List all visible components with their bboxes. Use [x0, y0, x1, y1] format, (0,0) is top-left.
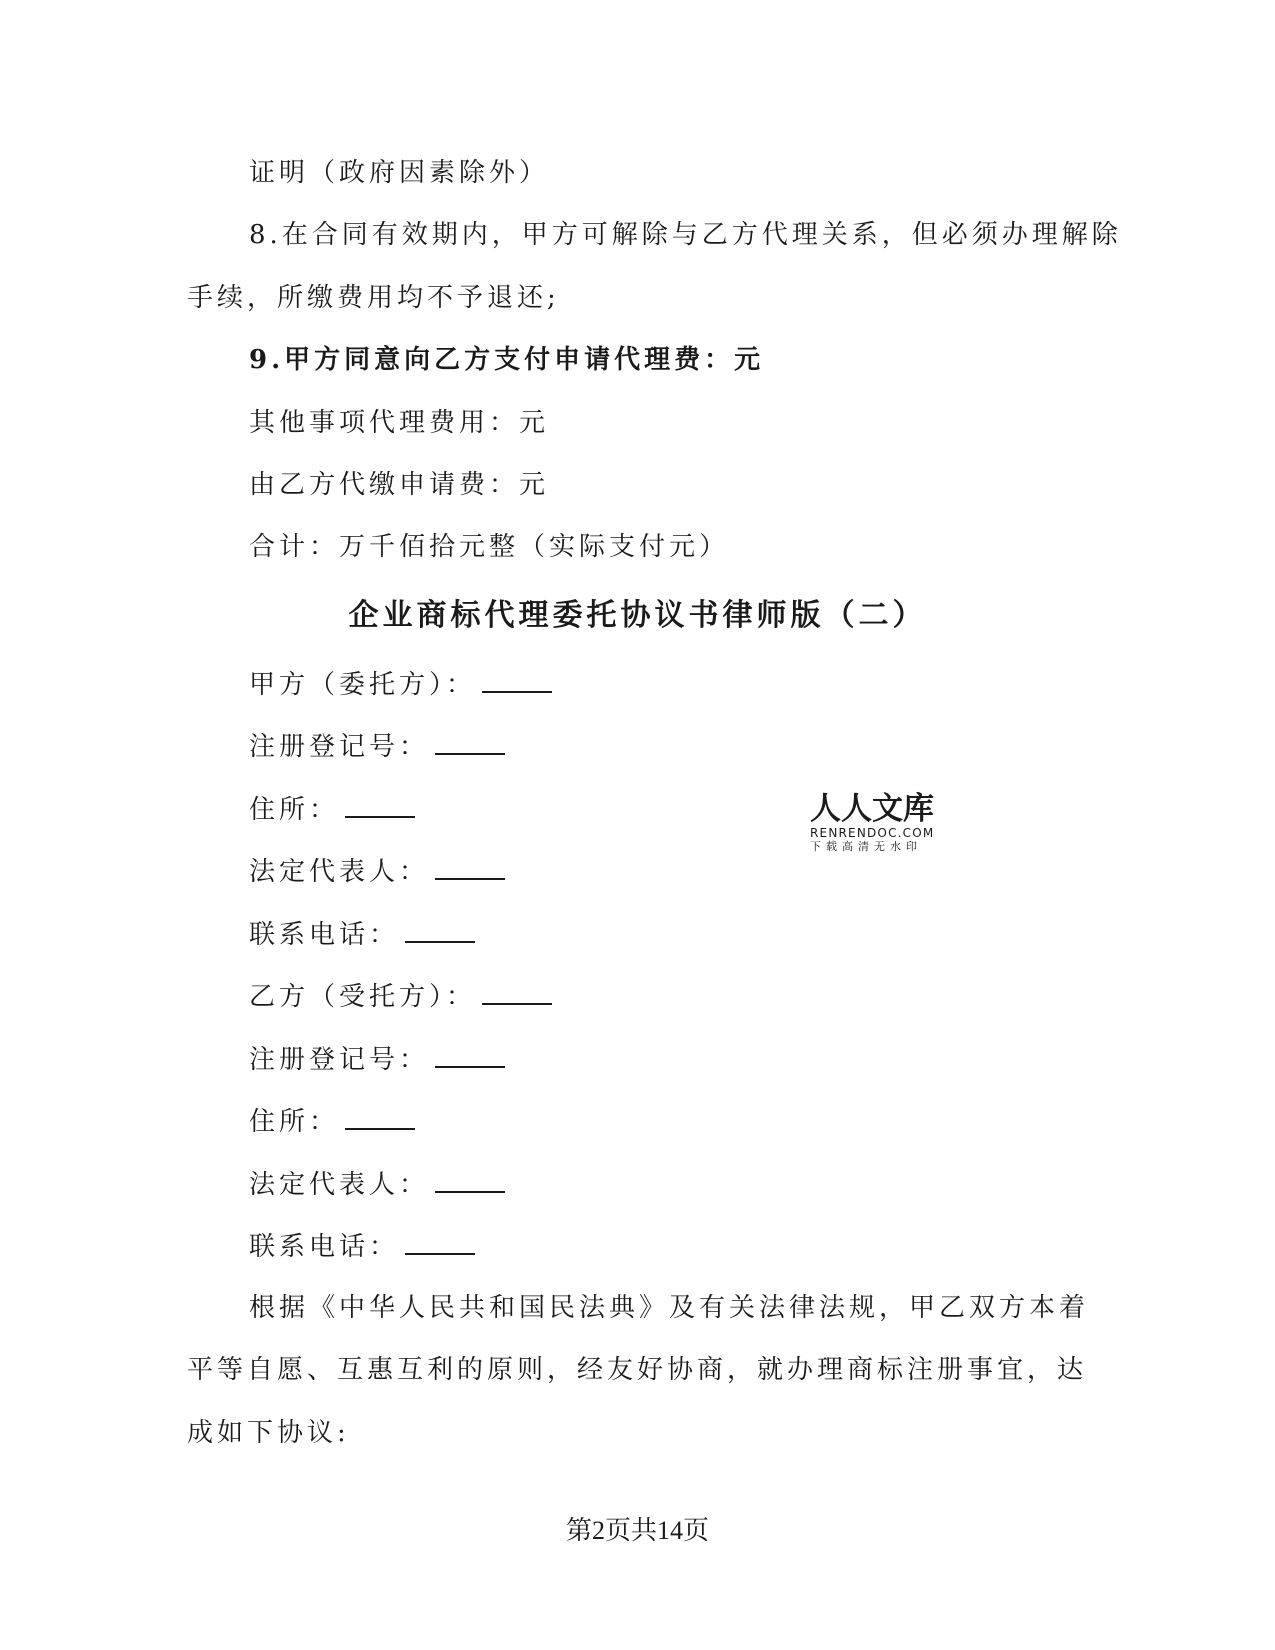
preamble-line-3: 成如下协议: — [187, 1418, 350, 1448]
party-b-address-label: 住所： — [249, 1107, 340, 1137]
page-indicator: 第2页共14页 — [565, 1516, 709, 1545]
party-a-reg-label: 注册登记号： — [249, 732, 430, 762]
text-line: 证明（政府因素除外） — [249, 158, 550, 188]
party-a-address-label: 住所： — [249, 795, 340, 825]
party-b-legal-rep-blank[interactable] — [435, 1167, 505, 1193]
application-fee-line: 由乙方代缴申请费：元 — [249, 470, 550, 500]
party-a-address-field — [249, 792, 415, 826]
party-a-reg-blank[interactable] — [435, 729, 505, 755]
watermark-url: RENRENDOC.COM — [810, 826, 935, 840]
party-a-legal-rep-blank[interactable] — [435, 854, 505, 880]
watermark-logo — [810, 792, 940, 853]
clause-8-line-2: 手续，所缴费用均不予退还; — [187, 283, 560, 313]
preamble-line-1: 根据《中华人民共和国民法典》及有关法律法规，甲乙双方本着 — [249, 1293, 1090, 1323]
party-b-address-blank[interactable] — [345, 1104, 415, 1130]
other-fees-line: 其他事项代理费用：元 — [249, 408, 550, 438]
party-b-field — [249, 979, 552, 1013]
total-line: 合计：万千佰拾元整（实际支付元） — [249, 532, 730, 562]
party-b-legal-rep-field — [249, 1167, 505, 1201]
preamble-line-2: 平等自愿、互惠互利的原则，经友好协商，就办理商标注册事宜，达 — [187, 1355, 1088, 1385]
party-b-phone-field — [249, 1229, 475, 1263]
party-a-phone-label: 联系电话： — [249, 920, 400, 950]
party-a-legal-rep-label: 法定代表人： — [249, 857, 430, 887]
party-b-address-field — [249, 1104, 415, 1138]
party-b-reg-blank[interactable] — [435, 1042, 505, 1068]
party-a-blank[interactable] — [482, 667, 552, 693]
party-b-phone-label: 联系电话： — [249, 1232, 400, 1262]
watermark-brand: 人人文库 — [810, 791, 934, 827]
party-a-legal-rep-field — [249, 854, 505, 888]
section-title: 企业商标代理委托协议书律师版（二） — [348, 598, 927, 633]
party-b-legal-rep-label: 法定代表人： — [249, 1170, 430, 1200]
clause-8-line-1: 8.在合同有效期内，甲方可解除与乙方代理关系，但必须办理解除 — [249, 220, 1122, 250]
watermark-tagline: 下载高清无水印 — [810, 840, 922, 853]
party-b-label: 乙方（受托方）： — [249, 982, 477, 1012]
party-b-blank[interactable] — [482, 979, 552, 1005]
party-b-reg-field — [249, 1042, 505, 1076]
party-a-phone-blank[interactable] — [405, 917, 475, 943]
party-b-reg-label: 注册登记号： — [249, 1045, 430, 1075]
party-a-reg-field — [249, 729, 505, 763]
party-a-label: 甲方（委托方）： — [249, 670, 477, 700]
party-a-phone-field — [249, 917, 475, 951]
party-b-phone-blank[interactable] — [405, 1229, 475, 1255]
party-a-field — [249, 667, 552, 701]
clause-9-heading: 9.甲方同意向乙方支付申请代理费：元 — [249, 345, 765, 375]
party-a-address-blank[interactable] — [345, 792, 415, 818]
